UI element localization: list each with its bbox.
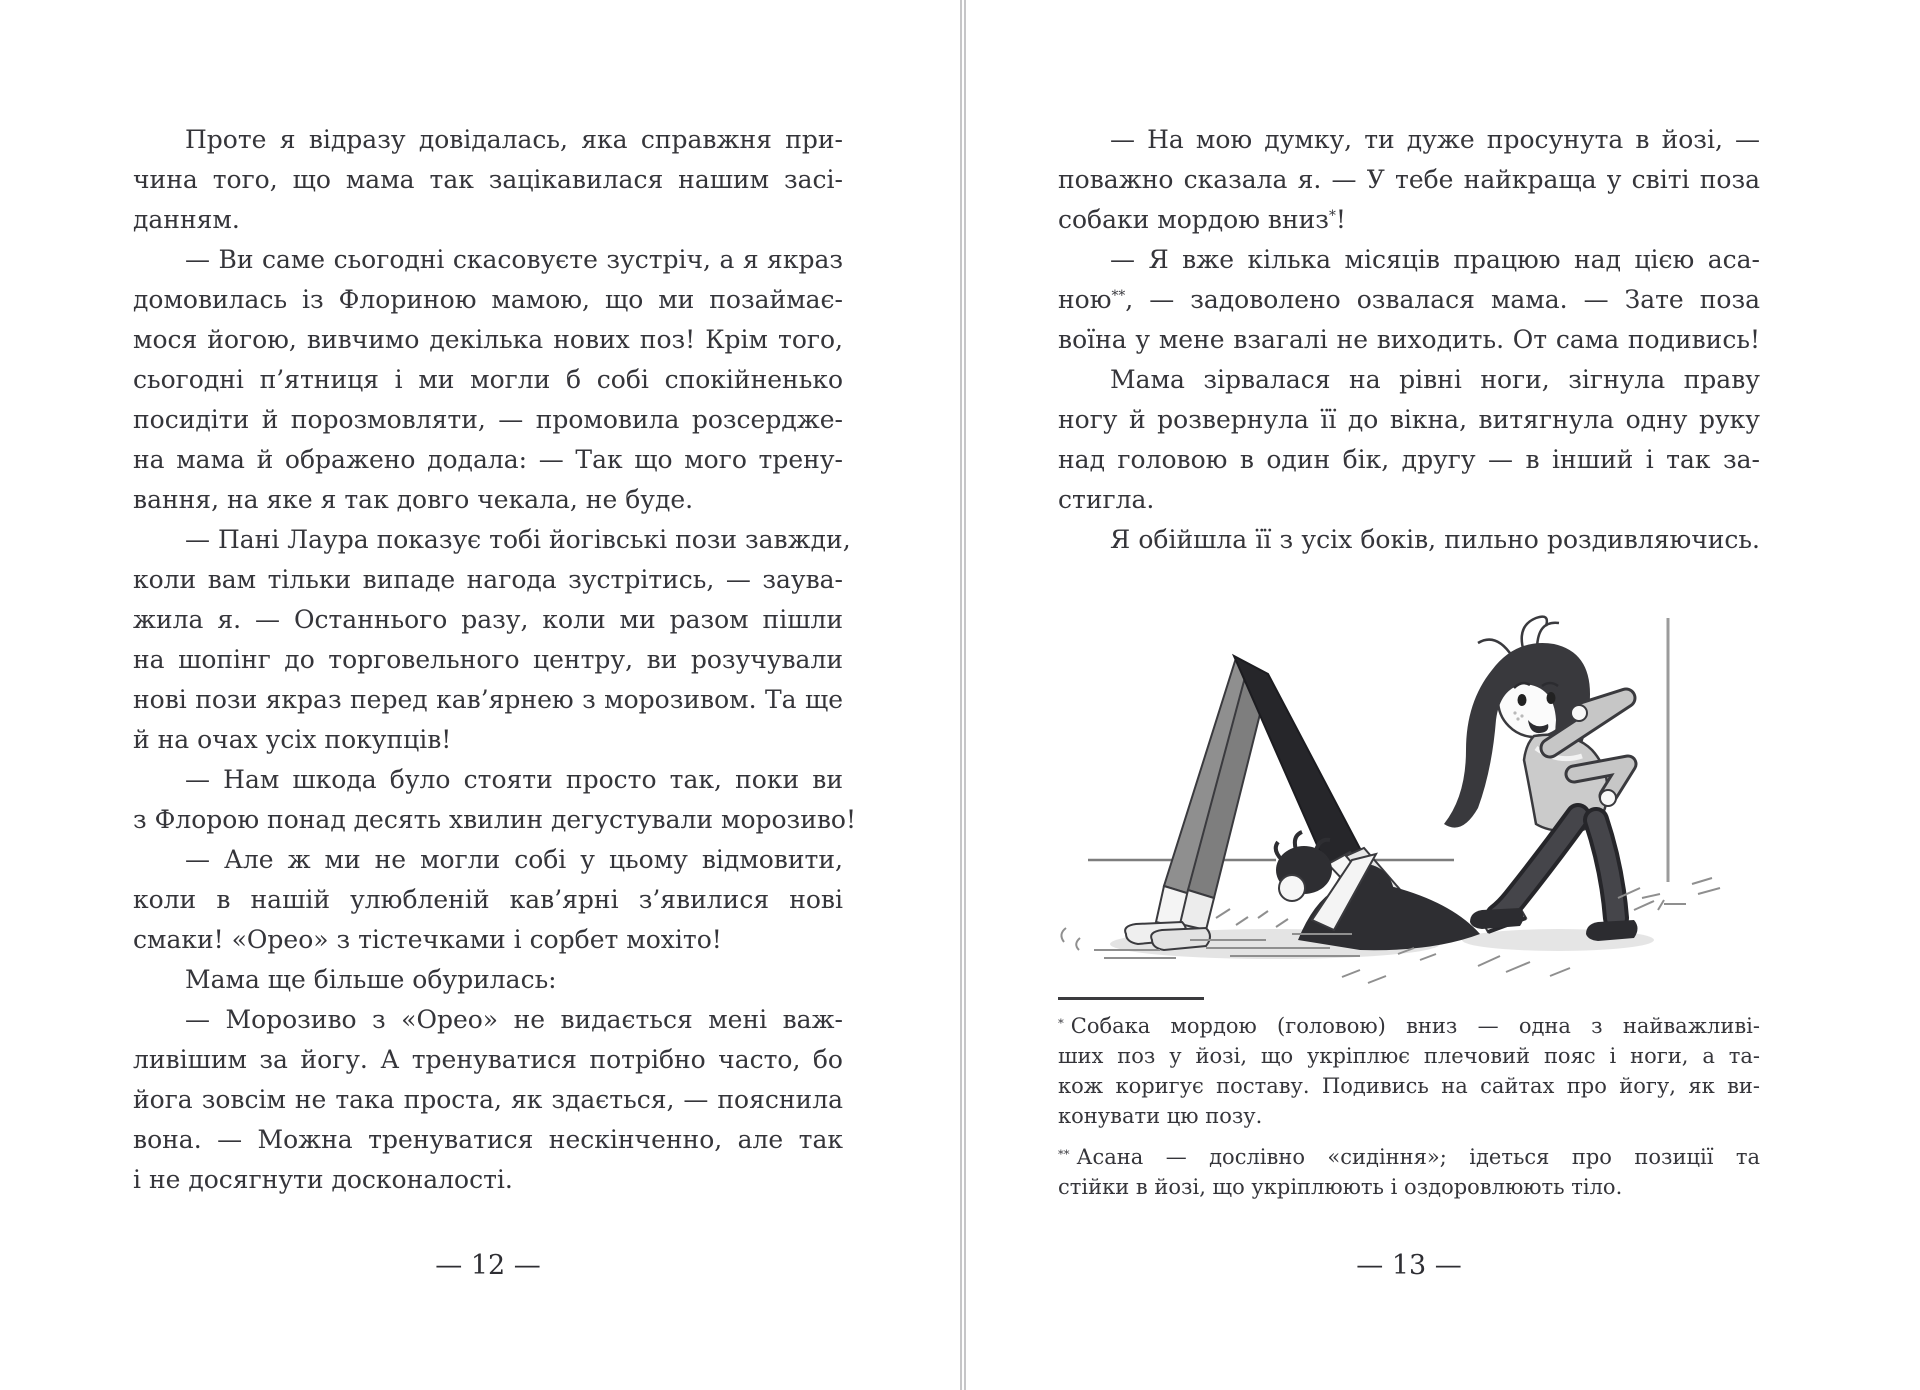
text-line: на шопінг до торговельного центру, ви розучували [133, 645, 843, 674]
page-number-left: — 12 — [435, 1250, 541, 1281]
page-gutter-line [960, 0, 966, 1390]
text-line: — Пані Лаура показує тобі йогівські пози завжди, [185, 525, 851, 554]
text-line: данням. [133, 205, 240, 234]
text-line: смаки! «Орео» з тістечками і сорбет мохіто! [133, 925, 722, 954]
text-line: Проте я відразу довідалась, яка справжня при- [185, 125, 843, 154]
text-line: Мама зірвалася на рівні ноги, зігнула праву [1110, 365, 1760, 394]
text-line: — Ви саме сьогодні скасовуєте зустріч, а я якраз [185, 245, 843, 274]
page-12-text [133, 120, 857, 1200]
text-line: поважно сказала я. — У тебе найкраща у світі поза [1058, 165, 1760, 194]
text-line: сьогодні п’ятниця і ми могли б собі спокійненько [133, 365, 843, 394]
child-figure [1276, 832, 1526, 950]
footnote-marker-2: ** [1058, 1146, 1070, 1161]
text-line: — Нам шкода було стояти просто так, поки ви [185, 765, 843, 794]
footnote-ref-1: * [1328, 208, 1336, 225]
text-line: коли в нашій улюбленій кав’ярні з’явилися нові [133, 885, 843, 914]
footnote-line: ** Асана — дослівно «сидіння»; ідеться про позиції та [1058, 1145, 1760, 1169]
text-line: йога зовсім не така проста, як здається, — пояснила [133, 1085, 843, 1114]
text-line: — Я вже кілька місяців працюю над цією аса- [1110, 245, 1760, 274]
text-line: вання, на яке я так довго чекала, не буде. [133, 485, 694, 514]
text-line: на мама й ображено додала: — Так що мого трену- [133, 445, 843, 474]
footnote-ref-2: ** [1111, 288, 1126, 305]
text-line: стигла. [1058, 485, 1155, 514]
text-line: жила я. — Останнього разу, коли ми разом пішли [133, 605, 843, 634]
text-line: і не досягнути досконалості. [133, 1165, 513, 1194]
text-line: над головою в один бік, другу — в інший і так за- [1058, 445, 1760, 474]
text-line: коли вам тільки випаде нагода зустрітись, — заува- [133, 565, 843, 594]
text-line: Я обійшла її з усіх боків, пильно роздивляючись. [1110, 525, 1760, 554]
footnote-separator [1058, 997, 1204, 1000]
text-line: ною**, — задоволено озвалася мама. — Зате поза [1058, 285, 1760, 314]
text-line: мося йогою, вивчимо декілька нових поз! Крім того, [133, 325, 843, 354]
text-line: собаки мордою вниз*! [1058, 205, 1346, 234]
yoga-illustration [1030, 598, 1770, 998]
footnote-line: * Собака мордою (головою) вниз — одна з найважливі- [1058, 1014, 1760, 1038]
text-line: — Морозиво з «Орео» не видається мені важ- [185, 1005, 843, 1034]
page-13-text [1058, 120, 1760, 560]
text-line: нові пози якраз перед кав’ярнею з морозивом. Та ще [133, 685, 843, 714]
text-line: воїна у мене взагалі не виходить. От сама подивись! [1058, 325, 1760, 354]
text-line: посидіти й порозмовляти, — промовила розсердже- [133, 405, 843, 434]
text-line: ливішим за йогу. А тренуватися потрібно часто, бо [133, 1045, 843, 1074]
text-line: чина того, що мама так зацікавилася нашим засі- [133, 165, 843, 194]
text-line: домовилась із Флориною мамою, що ми позаймає- [133, 285, 843, 314]
text-line: — Але ж ми не могли собі у цьому відмовити, [185, 845, 843, 874]
text-line: вона. — Можна тренуватися нескінченно, але так [133, 1125, 843, 1154]
text-line: Мама ще більше обурилась: [185, 965, 557, 994]
wall-line [1642, 618, 1686, 910]
footnote-line: стійки в йозі, що укріплюють і оздоровлюють тіло. [1058, 1175, 1623, 1199]
text-line: з Флорою понад десять хвилин дегустували морозиво! [133, 805, 857, 834]
text-line: й на очах усіх покупців! [133, 725, 452, 754]
text-line: — На мою думку, ти дуже просунута в йозі, — [1110, 125, 1760, 154]
page-number-right: — 13 — [1356, 1250, 1462, 1281]
girl-figure [1444, 617, 1638, 941]
footnote-line: кож коригує поставу. Подивись на сайтах про йогу, як ви- [1058, 1074, 1760, 1098]
footnote-line: ших поз у йозі, що укріплює плечовий пояс і ноги, а та- [1058, 1044, 1760, 1068]
footnotes [1058, 1011, 1760, 1202]
text-line: ногу й розвернула її до вікна, витягнула одну руку [1058, 405, 1760, 434]
footnote-line: конувати цю позу. [1058, 1104, 1263, 1128]
footnote-marker-1: * [1058, 1015, 1064, 1030]
